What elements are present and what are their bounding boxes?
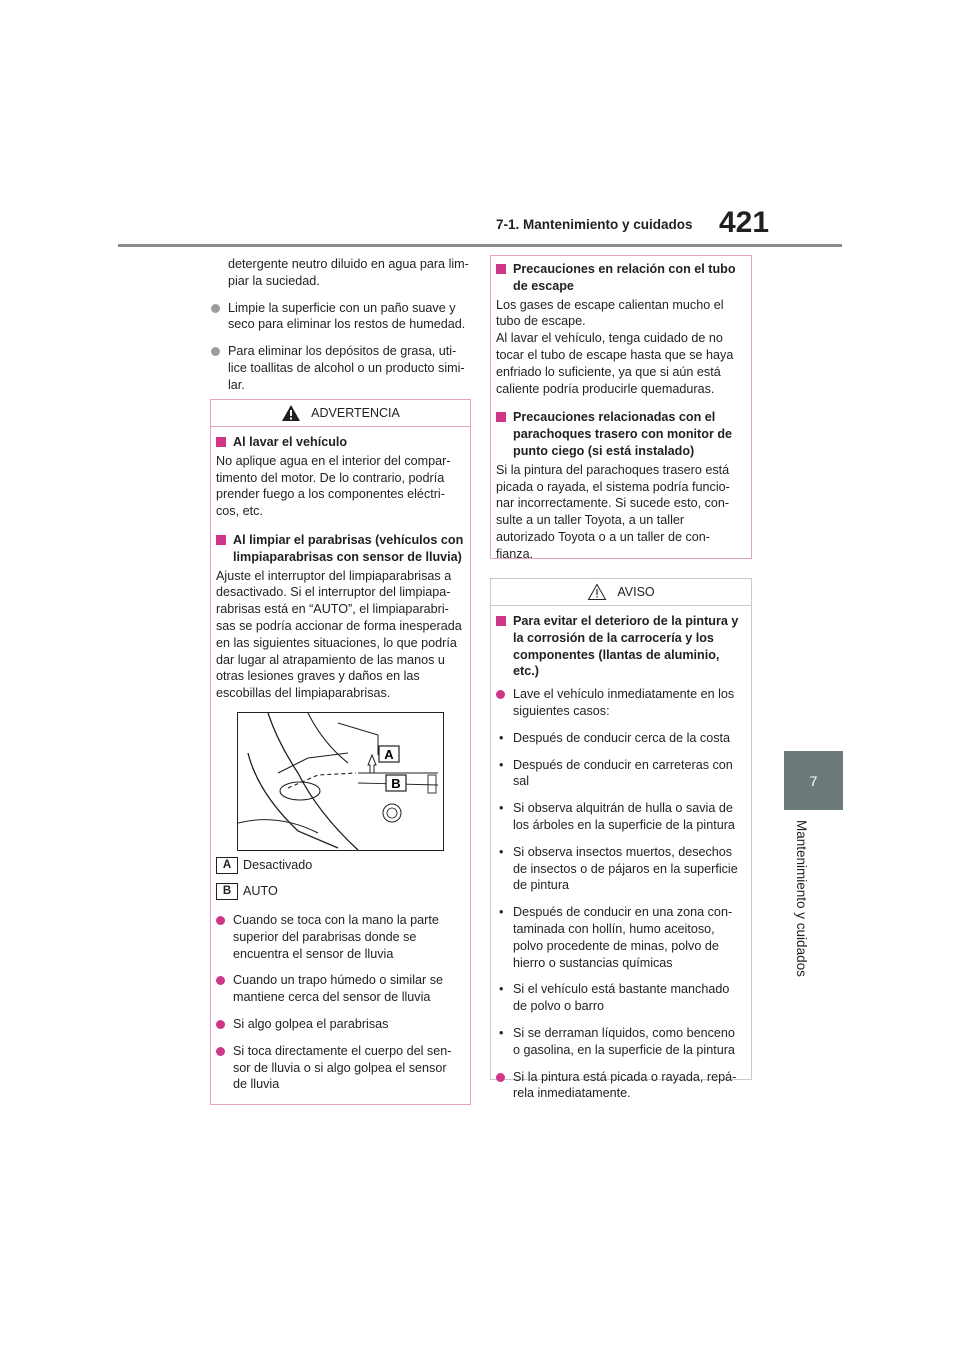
aviso-case: • Después de conducir cerca de la costa bbox=[496, 730, 745, 747]
page-number: 421 bbox=[719, 206, 770, 239]
intro-continuation: detergente neutro diluido en agua para lim-piar la suciedad. bbox=[228, 257, 469, 288]
legend-b-marker: B bbox=[216, 883, 238, 900]
advertencia-box bbox=[210, 399, 471, 1105]
precaucion-paragraph: Los gases de escape calientan mucho el tubo de escape. Al lavar el vehículo, tenga cuidado de no tocar el tubo de escape hasta que se haya enfriado lo suficiente, ya que si aún está caliente podría producirle quemaduras. bbox=[496, 297, 734, 396]
situation-item: Cuando un trapo húmedo o similar se mantiene cerca del sensor de lluvia bbox=[216, 972, 464, 1006]
aviso-case: • Si el vehículo está bastante manchado de polvo o barro bbox=[496, 981, 745, 1015]
aviso-heading: Para evitar el deterioro de la pintura y la corrosión de la carrocería y los componentes (llantas de aluminio, etc.) bbox=[496, 613, 745, 680]
aviso-case: • Después de conducir en una zona con-taminada con hollín, humo aceitoso, polvo procedente de minas, polvo de hierro o sustancias químicas bbox=[496, 904, 745, 971]
wiper-switch-illustration bbox=[238, 713, 443, 850]
caution-icon bbox=[587, 583, 607, 601]
legend-a-text: Desactivado bbox=[243, 858, 313, 873]
aviso-case: • Si observa alquitrán de hulla o savia de los árboles en la superficie de la pintura bbox=[496, 800, 745, 834]
advertencia-title: ADVERTENCIA bbox=[311, 405, 400, 420]
aviso-lead: Lave el vehículo inmediatamente en los siguientes casos: bbox=[496, 686, 745, 720]
precaucion-heading: Precauciones relacionadas con el parachoques trasero con monitor de punto ciego (si está instalado) bbox=[496, 409, 745, 459]
legend-a bbox=[216, 857, 464, 874]
intro-bullet: Para eliminar los depósitos de grasa, uti-lice toallitas de alcohol o un producto simi-lar. bbox=[211, 343, 469, 393]
header-rule bbox=[118, 244, 842, 247]
advertencia-heading: Al limpiar el parabrisas (vehículos con limpiaparabrisas con sensor de lluvia) bbox=[216, 532, 464, 566]
advertencia-header bbox=[211, 400, 470, 427]
legend-a-marker: A bbox=[216, 857, 238, 874]
advertencia-paragraph: Ajuste el interruptor del limpiaparabrisas a desactivado. Si el interruptor del limpiapa-rabrisas está en “AUTO”, el limpiaparabri-sas se podría accionar de forma inesperada en las siguientes situaciones, lo que podría dar lugar al atrapamiento de las manos u otras lesiones graves y daños en las escobillas del limpiaparabrisas. bbox=[216, 568, 462, 701]
advertencia-paragraph: No aplique agua en el interior del compar-timento del motor. De lo contrario, podría prender fuego a los componentes eléctri-cos, etc. bbox=[216, 453, 451, 519]
situation-item: Si toca directamente el cuerpo del sen-sor de lluvia o si algo golpea el sensor de lluvia bbox=[216, 1043, 464, 1093]
wiper-switch-diagram bbox=[237, 712, 444, 851]
legend-b-text: AUTO bbox=[243, 884, 278, 899]
aviso-final: Si la pintura está picada o rayada, repá-rela inmediatamente. bbox=[496, 1069, 745, 1103]
precaucion-heading: Precauciones en relación con el tubo de escape bbox=[496, 261, 745, 295]
situation-item: Cuando se toca con la mano la parte superior del parabrisas donde se encuentra el sensor de lluvia bbox=[216, 912, 464, 962]
aviso-case: • Si se derraman líquidos, como benceno o gasolina, en la superficie de la pintura bbox=[496, 1025, 745, 1059]
legend-b bbox=[216, 883, 464, 900]
intro-bullet: Limpie la superficie con un paño suave y seco para eliminar los restos de humedad. bbox=[211, 300, 469, 334]
warning-icon bbox=[281, 404, 301, 422]
aviso-case: • Después de conducir en carreteras con sal bbox=[496, 757, 745, 791]
chapter-title: Mantenimiento y cuidados bbox=[794, 820, 809, 977]
aviso-header bbox=[491, 579, 751, 606]
situation-item: Si algo golpea el parabrisas bbox=[216, 1016, 464, 1033]
diagram-label-a: A bbox=[384, 746, 394, 762]
advertencia-heading: Al lavar el vehículo bbox=[216, 434, 464, 451]
aviso-box bbox=[490, 578, 752, 1101]
precauciones-box bbox=[490, 255, 752, 559]
aviso-title: AVISO bbox=[617, 584, 655, 599]
precaucion-paragraph: Si la pintura del parachoques trasero está picada o rayada, el sistema podría funcio-nar incorrectamente. Si sucede esto, con-sulte a un taller Toyota, a un taller autorizado Toyota o a un taller de con-fianza. bbox=[496, 462, 730, 561]
chapter-tab: 7 bbox=[784, 751, 843, 810]
diagram-label-b: B bbox=[391, 775, 401, 791]
intro-text bbox=[211, 256, 469, 404]
aviso-case: • Si observa insectos muertos, desechos de insectos o de pájaros en la superficie de pintura bbox=[496, 844, 745, 894]
section-title: 7-1. Mantenimiento y cuidados bbox=[496, 217, 693, 232]
